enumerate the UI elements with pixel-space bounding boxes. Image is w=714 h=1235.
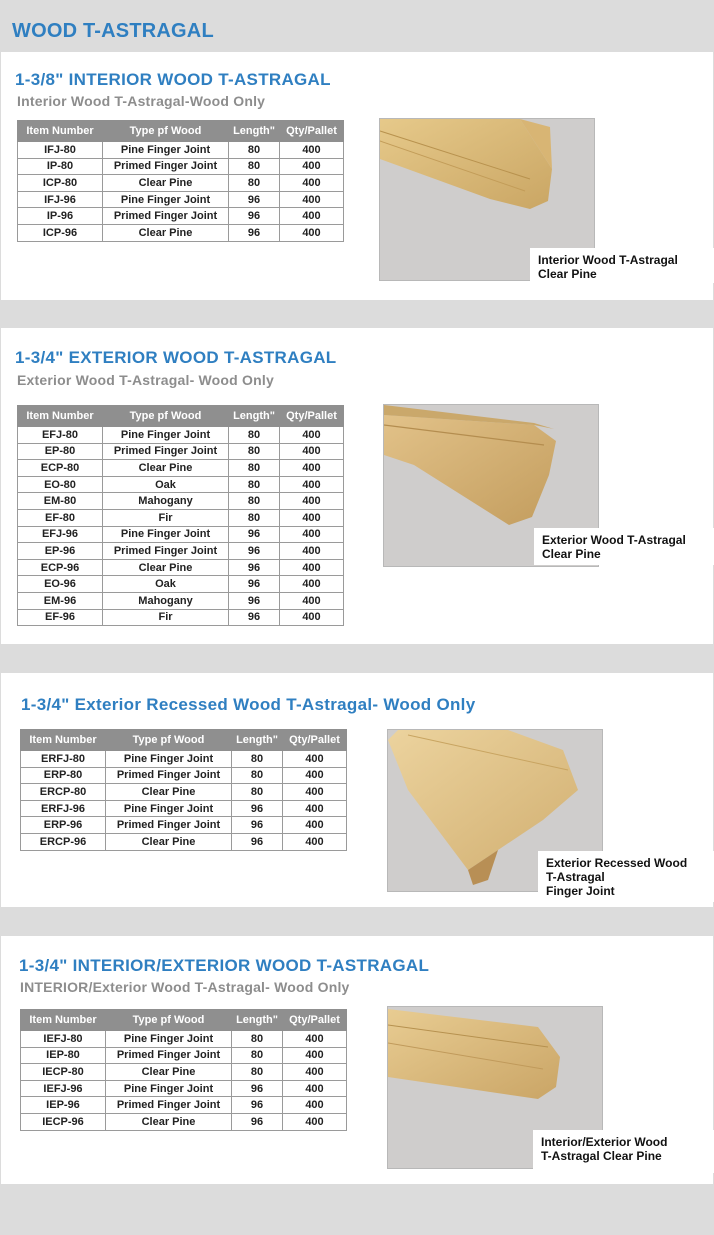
table-cell: 400 <box>283 833 347 850</box>
spec-table <box>17 120 344 242</box>
table-row <box>21 1113 347 1130</box>
table-cell: IECP-96 <box>21 1113 106 1130</box>
section-subtitle: INTERIOR/Exterior Wood T-Astragal- Wood Only <box>20 979 350 995</box>
table-cell: EO-80 <box>18 476 103 493</box>
table-row <box>18 592 344 609</box>
column-header: Item Number <box>18 406 103 427</box>
table-cell: ICP-80 <box>18 175 103 192</box>
caption-line: Interior Wood T-Astragal <box>538 253 678 267</box>
table-cell: Pine Finger Joint <box>106 800 232 817</box>
table-cell: Pine Finger Joint <box>106 751 232 768</box>
table-cell: Oak <box>103 476 229 493</box>
table-row <box>21 817 347 834</box>
table-row <box>21 751 347 768</box>
section-title: 1-3/4" INTERIOR/EXTERIOR WOOD T-ASTRAGAL <box>19 956 430 975</box>
spec-table <box>20 729 347 851</box>
table-row <box>18 493 344 510</box>
table-row <box>18 443 344 460</box>
table-cell: 96 <box>232 833 283 850</box>
table-cell: 400 <box>280 493 344 510</box>
section-subtitle: Interior Wood T-Astragal-Wood Only <box>17 93 266 109</box>
table-cell: 96 <box>232 1080 283 1097</box>
table-cell: 96 <box>229 576 280 593</box>
table-row <box>21 1080 347 1097</box>
table-cell: 96 <box>229 224 280 241</box>
table-row <box>18 509 344 526</box>
table-cell: EF-80 <box>18 509 103 526</box>
table-row <box>18 460 344 477</box>
table-cell: ECP-80 <box>18 460 103 477</box>
caption-line: Exterior Wood T-Astragal <box>542 533 686 547</box>
table-cell: 400 <box>280 460 344 477</box>
table-cell: EF-96 <box>18 609 103 626</box>
caption-line: Exterior Recessed Wood <box>546 856 688 870</box>
photo-caption <box>533 1130 714 1173</box>
table-row <box>18 175 344 192</box>
column-header: Qty/Pallet <box>280 406 344 427</box>
photo-caption <box>534 528 714 565</box>
table-cell: 80 <box>232 784 283 801</box>
table-cell: IEP-96 <box>21 1097 106 1114</box>
table-cell: 400 <box>280 158 344 175</box>
column-header: Length" <box>232 1010 283 1031</box>
table-cell: Pine Finger Joint <box>103 191 229 208</box>
table-cell: Clear Pine <box>106 1113 232 1130</box>
column-header: Length" <box>229 406 280 427</box>
table-cell: IEP-80 <box>21 1047 106 1064</box>
table-cell: 400 <box>283 784 347 801</box>
section-title: 1-3/8" INTERIOR WOOD T-ASTRAGAL <box>15 70 331 89</box>
table-cell: ERFJ-96 <box>21 800 106 817</box>
column-header: Qty/Pallet <box>280 121 344 142</box>
table-cell: 400 <box>280 208 344 225</box>
table-row <box>18 543 344 560</box>
table-cell: Primed Finger Joint <box>106 767 232 784</box>
table-cell: Primed Finger Joint <box>103 208 229 225</box>
table-cell: EFJ-96 <box>18 526 103 543</box>
table-row <box>18 526 344 543</box>
section-subtitle: Exterior Wood T-Astragal- Wood Only <box>17 372 274 388</box>
table-row <box>21 800 347 817</box>
table-cell: Oak <box>103 576 229 593</box>
table-cell: 80 <box>232 751 283 768</box>
table-cell: Pine Finger Joint <box>106 1031 232 1048</box>
table-cell: Clear Pine <box>103 175 229 192</box>
column-header: Length" <box>232 730 283 751</box>
table-cell: 400 <box>280 191 344 208</box>
table-cell: 96 <box>232 1113 283 1130</box>
table-header-row <box>18 121 344 142</box>
table-cell: Clear Pine <box>106 1064 232 1081</box>
section-interior-exterior-panel <box>1 936 713 1184</box>
table-cell: 80 <box>232 1031 283 1048</box>
section-title: 1-3/4" EXTERIOR WOOD T-ASTRAGAL <box>15 348 337 367</box>
table-row <box>18 476 344 493</box>
table-row <box>18 158 344 175</box>
photo-caption <box>530 248 714 283</box>
table-row <box>21 1047 347 1064</box>
table-cell: 80 <box>229 142 280 159</box>
table-cell: 400 <box>280 609 344 626</box>
table-cell: 400 <box>280 592 344 609</box>
table-row <box>21 833 347 850</box>
table-cell: 96 <box>229 543 280 560</box>
table-cell: ECP-96 <box>18 559 103 576</box>
table-cell: 400 <box>280 443 344 460</box>
table-cell: 80 <box>232 1047 283 1064</box>
table-cell: IECP-80 <box>21 1064 106 1081</box>
table-row <box>18 559 344 576</box>
table-row <box>18 427 344 444</box>
table-row <box>21 767 347 784</box>
table-cell: Clear Pine <box>103 224 229 241</box>
table-cell: 96 <box>229 208 280 225</box>
table-cell: 80 <box>232 767 283 784</box>
spec-table <box>17 405 344 626</box>
table-cell: 96 <box>229 526 280 543</box>
caption-line: Interior/Exterior Wood <box>541 1135 668 1149</box>
table-cell: 400 <box>280 543 344 560</box>
table-cell: ERP-80 <box>21 767 106 784</box>
table-cell: Primed Finger Joint <box>103 543 229 560</box>
table-header-row <box>21 730 347 751</box>
table-row <box>18 208 344 225</box>
table-cell: ERFJ-80 <box>21 751 106 768</box>
table-cell: Primed Finger Joint <box>106 817 232 834</box>
table-cell: Pine Finger Joint <box>106 1080 232 1097</box>
table-cell: 400 <box>283 1031 347 1048</box>
section-interior-panel <box>1 52 713 300</box>
column-header: Length" <box>229 121 280 142</box>
section-title: 1-3/4" Exterior Recessed Wood T-Astragal- Wood Only <box>21 695 476 714</box>
column-header: Item Number <box>18 121 103 142</box>
table-cell: IP-80 <box>18 158 103 175</box>
table-cell: Primed Finger Joint <box>103 443 229 460</box>
table-cell: Pine Finger Joint <box>103 526 229 543</box>
table-cell: 80 <box>229 493 280 510</box>
table-cell: 400 <box>280 224 344 241</box>
table-cell: Primed Finger Joint <box>103 158 229 175</box>
column-header: Qty/Pallet <box>283 1010 347 1031</box>
table-cell: Primed Finger Joint <box>106 1047 232 1064</box>
spec-table <box>20 1009 347 1131</box>
table-row <box>18 224 344 241</box>
table-cell: 80 <box>229 158 280 175</box>
table-header-row <box>21 1010 347 1031</box>
table-cell: IFJ-80 <box>18 142 103 159</box>
table-row <box>21 1064 347 1081</box>
table-cell: 400 <box>283 1080 347 1097</box>
table-cell: ERCP-96 <box>21 833 106 850</box>
column-header: Type pf Wood <box>106 730 232 751</box>
table-cell: 400 <box>280 509 344 526</box>
table-cell: EP-96 <box>18 543 103 560</box>
table-cell: ERP-96 <box>21 817 106 834</box>
table-cell: 400 <box>280 175 344 192</box>
table-row <box>18 142 344 159</box>
table-cell: 80 <box>229 443 280 460</box>
table-cell: IFJ-96 <box>18 191 103 208</box>
caption-line: T-Astragal Clear Pine <box>541 1149 662 1163</box>
table-row <box>18 191 344 208</box>
caption-line: Finger Joint <box>546 884 615 898</box>
table-cell: 96 <box>232 1097 283 1114</box>
table-cell: 96 <box>232 817 283 834</box>
table-cell: 96 <box>232 800 283 817</box>
table-cell: 400 <box>280 427 344 444</box>
column-header: Type pf Wood <box>103 121 229 142</box>
table-cell: 80 <box>229 509 280 526</box>
table-cell: EM-96 <box>18 592 103 609</box>
table-row <box>18 576 344 593</box>
section-recessed-panel <box>1 673 713 907</box>
table-cell: 400 <box>283 767 347 784</box>
table-cell: 400 <box>283 1047 347 1064</box>
table-cell: 400 <box>280 576 344 593</box>
table-cell: ERCP-80 <box>21 784 106 801</box>
table-cell: Clear Pine <box>106 784 232 801</box>
column-header: Item Number <box>21 1010 106 1031</box>
table-cell: 96 <box>229 559 280 576</box>
table-cell: IEFJ-96 <box>21 1080 106 1097</box>
table-cell: EO-96 <box>18 576 103 593</box>
table-cell: Fir <box>103 609 229 626</box>
table-cell: 96 <box>229 609 280 626</box>
table-cell: 400 <box>283 1064 347 1081</box>
column-header: Type pf Wood <box>103 406 229 427</box>
table-cell: Pine Finger Joint <box>103 427 229 444</box>
table-cell: 400 <box>283 1113 347 1130</box>
table-cell: 80 <box>229 460 280 477</box>
table-cell: EM-80 <box>18 493 103 510</box>
table-cell: 400 <box>280 559 344 576</box>
table-cell: Fir <box>103 509 229 526</box>
table-cell: Clear Pine <box>103 460 229 477</box>
page-title: WOOD T-ASTRAGAL <box>12 20 214 42</box>
table-cell: 80 <box>229 175 280 192</box>
caption-line: Clear Pine <box>542 547 601 561</box>
table-cell: EP-80 <box>18 443 103 460</box>
table-cell: 80 <box>232 1064 283 1081</box>
table-cell: Pine Finger Joint <box>103 142 229 159</box>
table-cell: Clear Pine <box>103 559 229 576</box>
caption-line: Clear Pine <box>538 267 597 281</box>
table-cell: 96 <box>229 191 280 208</box>
table-cell: 400 <box>283 751 347 768</box>
table-cell: 80 <box>229 427 280 444</box>
table-cell: 400 <box>283 800 347 817</box>
table-cell: 400 <box>280 142 344 159</box>
table-cell: 96 <box>229 592 280 609</box>
table-cell: EFJ-80 <box>18 427 103 444</box>
section-exterior-panel <box>1 328 713 644</box>
table-cell: Clear Pine <box>106 833 232 850</box>
table-cell: IEFJ-80 <box>21 1031 106 1048</box>
caption-line: T-Astragal <box>546 870 605 884</box>
column-header: Item Number <box>21 730 106 751</box>
table-cell: IP-96 <box>18 208 103 225</box>
table-cell: ICP-96 <box>18 224 103 241</box>
table-cell: 400 <box>280 526 344 543</box>
column-header: Qty/Pallet <box>283 730 347 751</box>
table-cell: Primed Finger Joint <box>106 1097 232 1114</box>
table-cell: Mahogany <box>103 493 229 510</box>
table-row <box>18 609 344 626</box>
table-row <box>21 1031 347 1048</box>
table-row <box>21 784 347 801</box>
table-cell: 400 <box>283 1097 347 1114</box>
column-header: Type pf Wood <box>106 1010 232 1031</box>
table-row <box>21 1097 347 1114</box>
table-cell: 400 <box>283 817 347 834</box>
table-cell: 80 <box>229 476 280 493</box>
table-header-row <box>18 406 344 427</box>
table-cell: 400 <box>280 476 344 493</box>
table-cell: Mahogany <box>103 592 229 609</box>
photo-caption <box>538 851 714 902</box>
